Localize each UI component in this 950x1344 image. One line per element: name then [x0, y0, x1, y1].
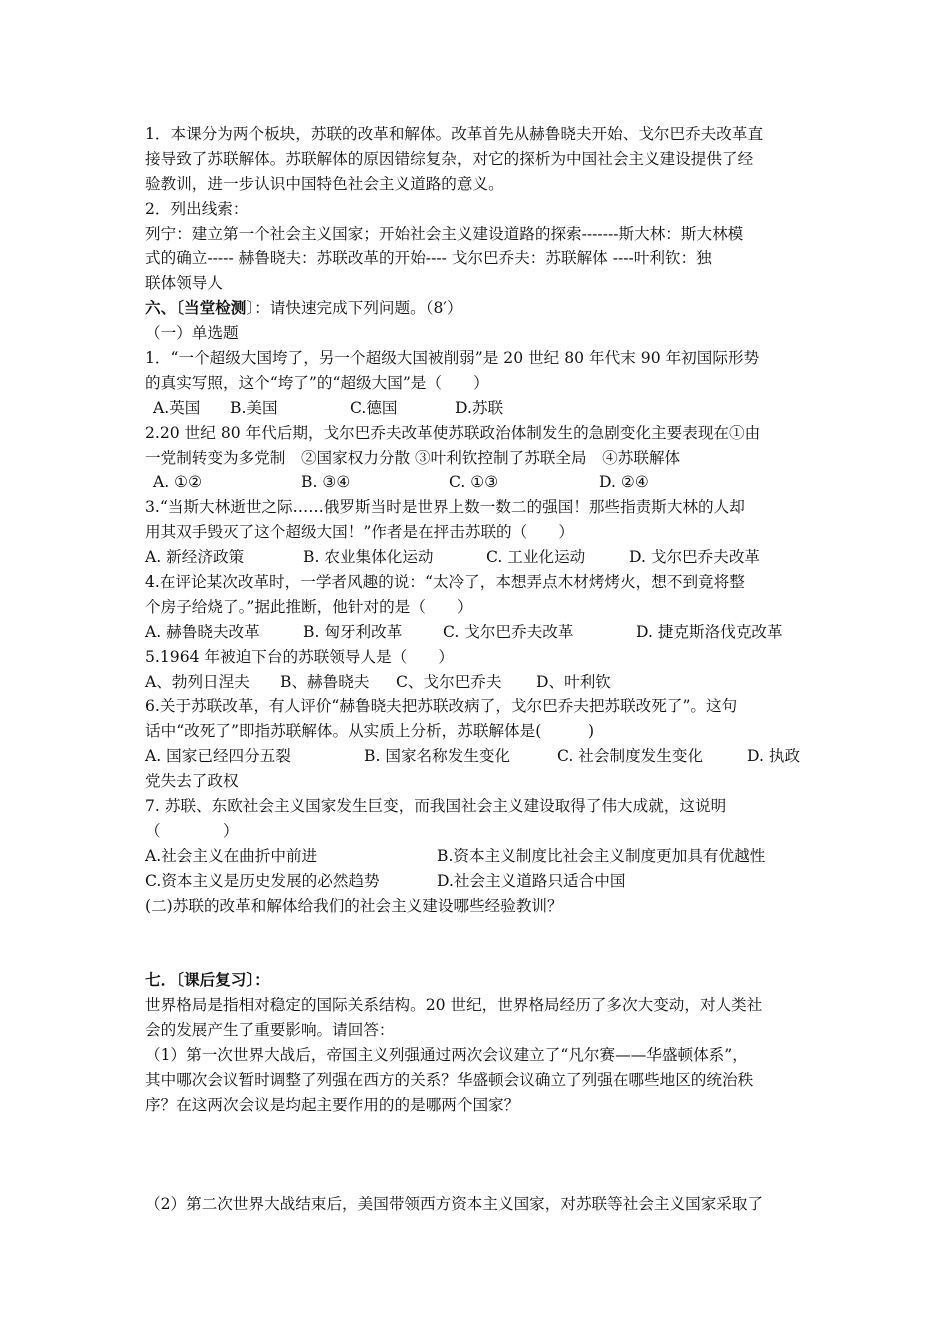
question-4-options — [145, 620, 813, 645]
option-c[interactable]: C. 社会制度发生变化 — [557, 747, 704, 766]
option-a[interactable]: A.社会主义在曲折中前进 — [145, 846, 318, 865]
question-7-line: （ ） — [145, 821, 239, 840]
option-d[interactable]: D.苏联 — [455, 398, 504, 417]
section-7-intro: 世界格局是指相对稳定的国际关系结构。20 世纪，世界格局经历了多次大变动，对人类社 — [145, 996, 763, 1015]
question-1-line: 的真实写照，这个“垮了”的“超级大国”是（ ） — [145, 373, 489, 392]
summary-line: 1．本课分为两个板块，苏联的改革和解体。改革首先从赫鲁晓夫开始、戈尔巴乔夫改革直 — [145, 125, 764, 143]
question-2-line: 2.20 世纪 80 年代后期，戈尔巴乔夫改革使苏联政治体制发生的急剧变化主要表现在①由 — [145, 423, 761, 442]
option-b[interactable]: B、赫鲁晓夫 — [280, 672, 370, 691]
question-3-options — [145, 545, 813, 570]
option-c[interactable]: C.德国 — [350, 398, 398, 417]
option-a[interactable]: A. 新经济政策 — [145, 548, 245, 567]
option-b[interactable]: B.资本主义制度比社会主义制度更加具有优越性 — [437, 846, 766, 865]
answer-space — [145, 1118, 813, 1193]
option-b[interactable]: B.美国 — [230, 398, 278, 417]
question-2-options — [145, 470, 813, 495]
subsection-single-choice: （一）单选题 — [145, 324, 239, 343]
option-d[interactable]: D. 捷克斯洛伐克改革 — [636, 622, 783, 641]
question-part-1: 其中哪次会议暂时调整了列强在西方的关系？华盛顿会议确立了列强在哪些地区的统治秩 — [145, 1070, 754, 1089]
question-5-options — [145, 670, 813, 695]
option-d[interactable]: D、叶利钦 — [536, 672, 611, 691]
summary-line: 联体领导人 — [145, 274, 223, 293]
section-7-heading: 七．〔课后复习〕： — [145, 970, 270, 990]
option-d[interactable]: D. 戈尔巴乔夫改革 — [629, 548, 761, 567]
question-5-line: 5.1964 年被迫下台的苏联领导人是（ ） — [145, 647, 455, 666]
question-part-1: 序？在这两次会议是均起主要作用的的是哪两个国家？ — [145, 1095, 520, 1114]
question-4-line: 个房子给烧了。”据此推断，他针对的是（ ） — [145, 597, 473, 616]
answer-space — [145, 919, 813, 969]
question-3-line: 用其双手毁灭了这个超级大国！”作者是在抨击苏联的（ ） — [145, 523, 575, 542]
question-6-options — [145, 744, 813, 769]
question-2-line: 一党制转变为多党制 ②国家权力分散 ③叶利钦控制了苏联全局 ④苏联解体 — [145, 448, 681, 467]
question-part-1: （1）第一次世界大战后，帝国主义列强通过两次会议建立了“凡尔赛——华盛顿体系”， — [145, 1045, 748, 1064]
question-7-options-row2 — [145, 869, 813, 894]
option-c[interactable]: C. 工业化运动 — [486, 548, 586, 567]
heading-suffix: 〕：请快速完成下列问题。（8′） — [246, 299, 463, 318]
option-a[interactable]: A. 赫鲁晓夫改革 — [145, 622, 260, 641]
heading-prefix: 六、〔 — [145, 298, 184, 318]
option-c[interactable]: C. ①③ — [449, 473, 499, 492]
summary-line: 接导致了苏联解体。苏联解体的原因错综复杂，对它的探析为中国社会主义建设提供了经 — [145, 149, 754, 168]
summary-line: 2．列出线索： — [145, 199, 249, 218]
summary-line: 验教训，进一步认识中国特色社会主义道路的意义。 — [145, 174, 504, 193]
option-c[interactable]: C.资本主义是历史发展的必然趋势 — [145, 871, 380, 890]
option-d[interactable]: D. 执政 — [747, 747, 801, 766]
question-4-line: 4.在评论某次改革时，一学者风趣的说：“太冷了，本想弄点木材烤烤火，想不到竟将整 — [145, 573, 745, 592]
option-b[interactable]: B. ③④ — [301, 473, 351, 492]
option-a[interactable]: A. 国家已经四分五裂 — [145, 747, 291, 766]
option-b[interactable]: B. 国家名称发生变化 — [364, 747, 511, 766]
option-c[interactable]: C、戈尔巴乔夫 — [396, 672, 502, 691]
question-3-line: 3.“当斯大林逝世之际……俄罗斯当时是世界上数一数二的强国！那些指责斯大林的人却 — [145, 498, 745, 517]
question-6-line: 话中“改死了”即指苏联解体。从实质上分析，苏联解体是( ) — [145, 722, 595, 741]
option-b[interactable]: B. 农业集体化运动 — [303, 548, 434, 567]
option-b[interactable]: B. 匈牙利改革 — [303, 622, 403, 641]
summary-line: 式的确立----- 赫鲁晓夫：苏联改革的开始---- 戈尔巴乔夫：苏联解体 ----叶利钦：独 — [145, 249, 712, 268]
option-a[interactable]: A、勃列日涅夫 — [145, 672, 250, 691]
question-7-line: 7. 苏联、东欧社会主义国家发生巨变，而我国社会主义建设取得了伟大成就，这说明 — [145, 797, 727, 816]
section-7-intro: 会的发展产生了重要影响。请回答： — [145, 1021, 395, 1040]
option-d[interactable]: D.社会主义道路只适合中国 — [437, 871, 626, 890]
document-page — [145, 122, 813, 1217]
option-c[interactable]: C. 戈尔巴乔夫改革 — [443, 622, 574, 641]
option-a[interactable]: A.英国 — [153, 398, 201, 417]
question-part-2: （2）第二次世界大战结束后，美国带领西方资本主义国家，对苏联等社会主义国家采取了 — [145, 1195, 764, 1214]
option-a[interactable]: A. ①② — [153, 473, 203, 492]
question-1-options — [145, 396, 813, 421]
question-1-line: 1．“一个超级大国垮了，另一个超级大国被削弱”是 20 世纪 80 年代末 90 年初国际形势 — [145, 349, 760, 368]
question-7-options-row1 — [145, 844, 813, 869]
question-6-line: 6.关于苏联改革，有人评价“赫鲁晓夫把苏联改病了，戈尔巴乔夫把苏联改死了”。这句 — [145, 697, 738, 716]
subsection-short-answer: (二)苏联的改革和解体给我们的社会主义建设哪些经验教训？ — [145, 896, 563, 915]
option-d-continued: 党失去了政权 — [145, 772, 239, 791]
heading-bold: 当堂检测 — [183, 298, 247, 318]
summary-line: 列宁：建立第一个社会主义国家；开始社会主义建设道路的探索-------斯大林：斯大林模 — [145, 224, 744, 243]
option-d[interactable]: D. ②④ — [599, 473, 649, 492]
section-6-heading — [145, 296, 813, 321]
